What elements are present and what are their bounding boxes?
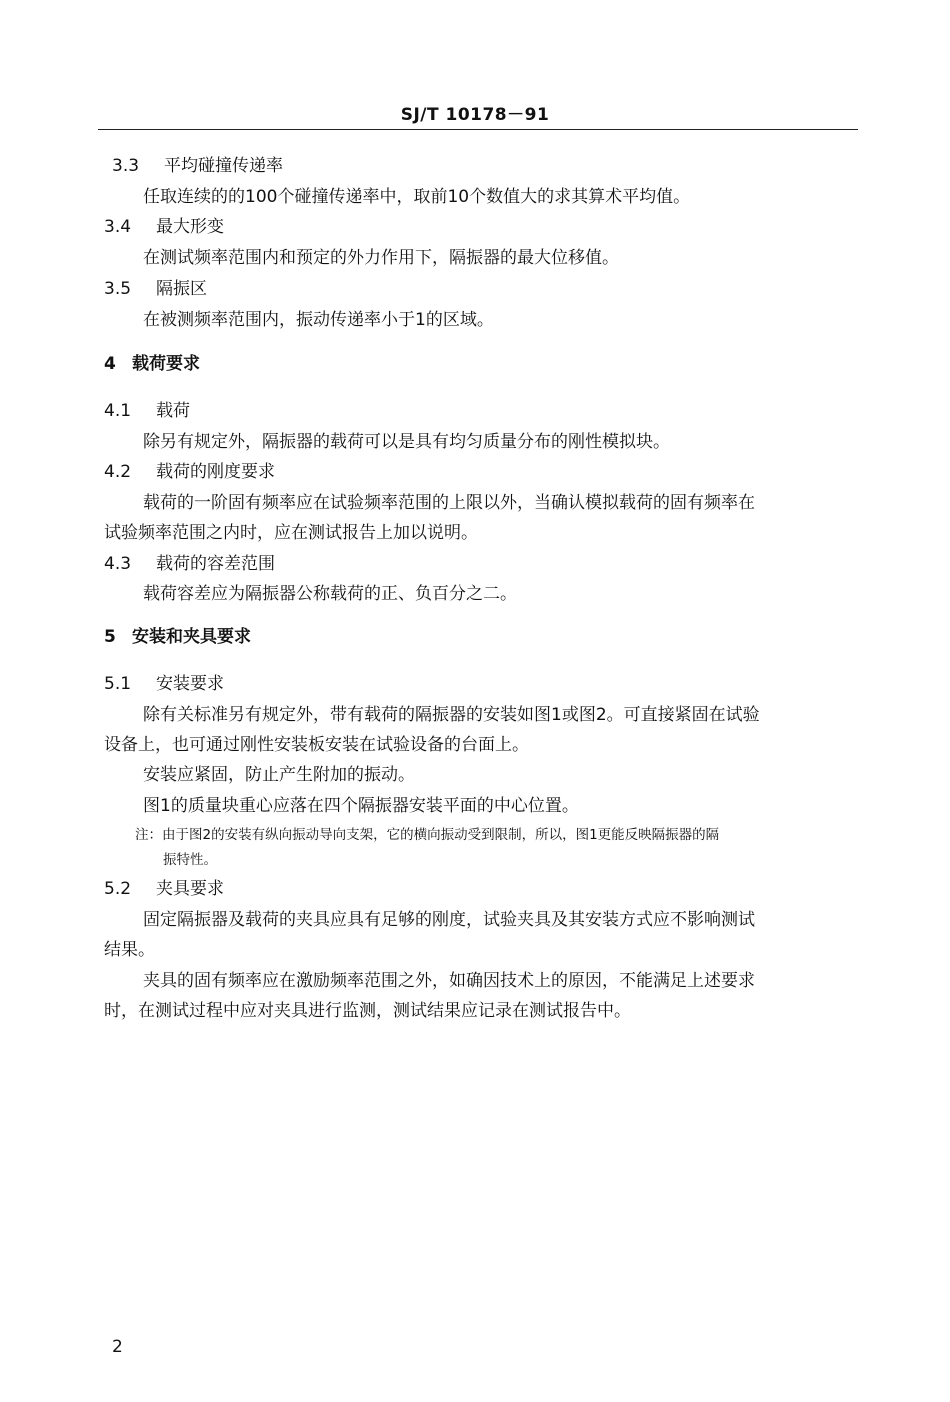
clause-4-2-heading	[104, 460, 275, 484]
page-header: SJ/T 10178－91	[400, 105, 550, 125]
clause-3-4-heading	[104, 215, 224, 239]
clause-5-1-note-line-2: 振特性。	[163, 852, 217, 868]
clause-5-2-para-1-line-1: 固定隔振器及载荷的夹具应具有足够的刚度，试验夹具及其安装方式应不影响测试	[143, 910, 755, 930]
clause-number: 3.3	[112, 156, 140, 176]
section-title: 载荷要求	[132, 354, 200, 374]
clause-number: 4.3	[104, 554, 132, 574]
clause-5-1-heading	[104, 672, 224, 696]
section-title: 安装和夹具要求	[132, 627, 251, 647]
clause-title: 夹具要求	[156, 879, 224, 899]
clause-number: 5.1	[104, 674, 132, 694]
clause-title: 隔振区	[156, 279, 207, 299]
clause-5-2-para-2-line-1: 夹具的固有频率应在激励频率范围之外，如确因技术上的原因，不能满足上述要求	[143, 971, 755, 991]
clause-5-1-note-line-1: 注：由于图2的安装有纵向振动导向支架，它的横向振动受到限制，所以，图1更能反映隔振器的隔	[135, 827, 720, 843]
clause-5-2-para-1-line-2: 结果。	[104, 940, 155, 960]
page-number: 2	[112, 1337, 123, 1357]
clause-4-3-body: 载荷容差应为隔振器公称载荷的正、负百分之二。	[143, 584, 517, 604]
clause-3-3-body: 任取连续的的100个碰撞传递率中，取前10个数值大的求其算术平均值。	[143, 187, 691, 207]
clause-4-1-heading	[104, 399, 190, 423]
clause-number: 3.4	[104, 217, 132, 237]
clause-number: 4.1	[104, 401, 132, 421]
section-4-heading	[104, 352, 200, 376]
clause-3-5-body: 在被测频率范围内，振动传递率小于1的区域。	[143, 310, 494, 330]
clause-number: 3.5	[104, 279, 132, 299]
clause-4-2-body-line-2: 试验频率范围之内时，应在测试报告上加以说明。	[104, 523, 478, 543]
clause-5-2-heading	[104, 877, 224, 901]
clause-5-1-para-3: 图1的质量块重心应落在四个隔振器安装平面的中心位置。	[143, 796, 579, 816]
clause-3-3-heading	[112, 154, 283, 178]
header-rule	[98, 129, 858, 130]
clause-title: 载荷	[156, 401, 190, 421]
clause-title: 最大形变	[156, 217, 224, 237]
clause-number: 5.2	[104, 879, 132, 899]
clause-5-2-para-2-line-2: 时，在测试过程中应对夹具进行监测，测试结果应记录在测试报告中。	[104, 1001, 631, 1021]
clause-number: 4.2	[104, 462, 132, 482]
clause-5-1-para-1-line-2: 设备上，也可通过刚性安装板安装在试验设备的台面上。	[104, 735, 529, 755]
clause-title: 安装要求	[156, 674, 224, 694]
section-number: 5	[104, 627, 116, 647]
section-number: 4	[104, 354, 116, 374]
clause-4-2-body-line-1: 载荷的一阶固有频率应在试验频率范围的上限以外，当确认模拟载荷的固有频率在	[143, 493, 755, 513]
clause-4-1-body: 除另有规定外，隔振器的载荷可以是具有均匀质量分布的刚性模拟块。	[143, 432, 670, 452]
clause-5-1-para-1-line-1: 除有关标准另有规定外，带有载荷的隔振器的安装如图1或图2。可直接紧固在试验	[143, 705, 760, 725]
clause-3-4-body: 在测试频率范围内和预定的外力作用下，隔振器的最大位移值。	[143, 248, 619, 268]
clause-title: 载荷的刚度要求	[156, 462, 275, 482]
clause-title: 平均碰撞传递率	[164, 156, 283, 176]
section-5-heading	[104, 625, 251, 649]
clause-4-3-heading	[104, 552, 275, 576]
clause-5-1-para-2: 安装应紧固，防止产生附加的振动。	[143, 765, 415, 785]
clause-title: 载荷的容差范围	[156, 554, 275, 574]
clause-3-5-heading	[104, 277, 207, 301]
